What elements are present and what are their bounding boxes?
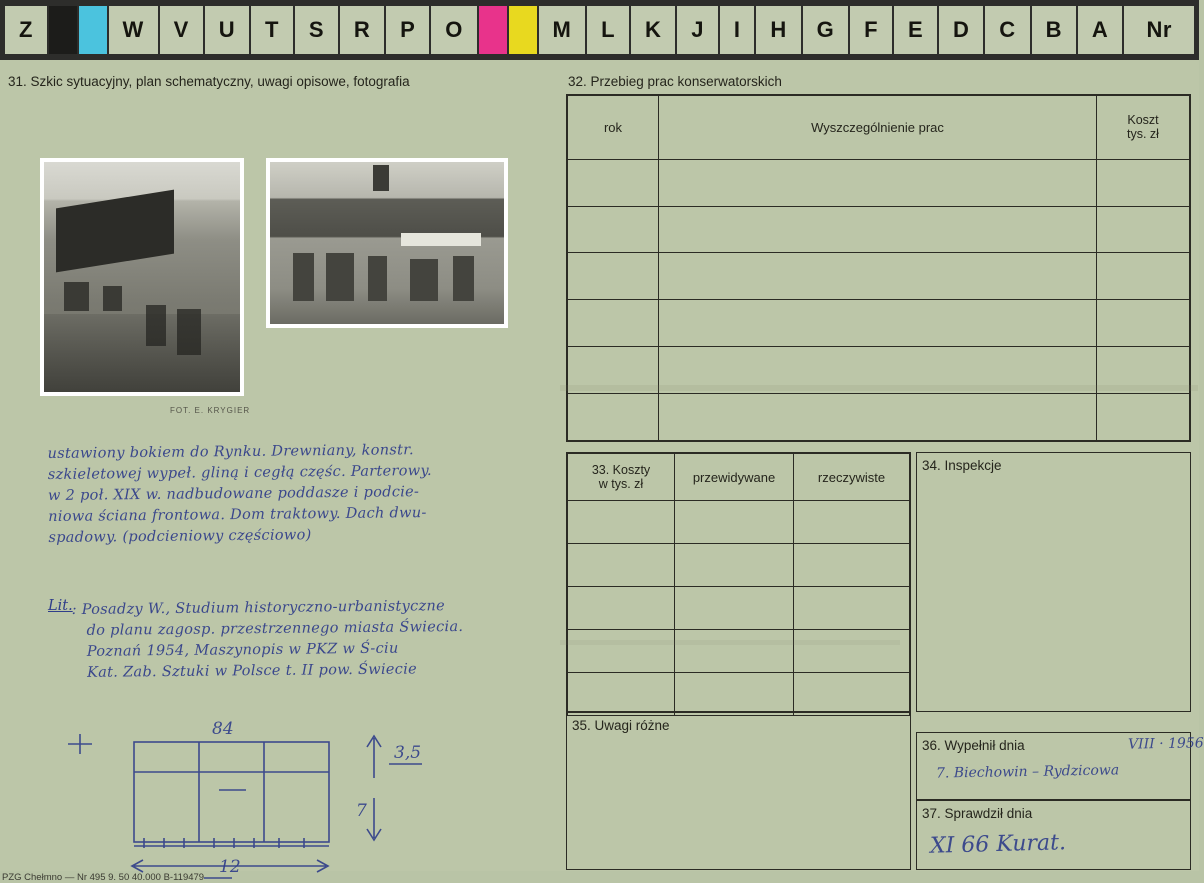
col-header-works: Wyszczególnienie prac: [659, 96, 1097, 160]
table-row[interactable]: [568, 159, 1190, 206]
alpha-cell-m[interactable]: M: [539, 6, 586, 54]
cell-cost-label[interactable]: [568, 544, 675, 587]
alpha-cell-yellow-patch: [509, 6, 537, 54]
section-34-title: 34. Inspekcje: [922, 458, 1002, 473]
table-header-row: [568, 96, 1190, 160]
section-35-remarks[interactable]: [566, 712, 911, 870]
handwritten-literature: : Posadzy W., Studium historyczno-urbanistyczne do planu zagosp. przestrzennego miasta Świecia. Poznań 1954, Maszynopis w PKZ w Ś-ciu Kat. Zab. Sztuki w Polsce t. II pow. Świecie: [71, 598, 464, 682]
alpha-cell-z[interactable]: Z: [5, 6, 47, 54]
cell-cost[interactable]: [1097, 159, 1190, 206]
cell-year[interactable]: [568, 253, 659, 300]
alpha-cell-v[interactable]: V: [160, 6, 203, 54]
section-33-costs-table: [566, 452, 911, 712]
table-row[interactable]: [568, 630, 910, 673]
svg-text:3,5: 3,5: [394, 743, 422, 763]
section-32-works-table: [566, 94, 1191, 442]
section-37-value: XI 66 Kurat.: [929, 830, 1067, 859]
alpha-cell-magenta-patch: [479, 6, 507, 54]
col-header-cost: [1097, 96, 1190, 160]
cell-works[interactable]: [659, 159, 1097, 206]
card-body: [0, 60, 1204, 883]
table-row[interactable]: [568, 253, 1190, 300]
costs-header-predicted: przewidywane: [675, 454, 794, 501]
costs-header-label: [568, 454, 675, 501]
costs-header-row: [568, 454, 910, 501]
section-36-name-value: 7. Biechowin – Rydzicowa: [935, 762, 1120, 782]
section-36-title: 36. Wypełnił dnia: [922, 738, 1025, 753]
alpha-cell-t[interactable]: T: [251, 6, 293, 54]
table-row[interactable]: [568, 206, 1190, 253]
alpha-cell-dark-patch: [49, 6, 77, 54]
cell-year[interactable]: [568, 206, 659, 253]
col-header-cost-line2: tys. zł: [1127, 127, 1159, 142]
alpha-cell-cyan-patch: [79, 6, 107, 54]
svg-text:84: 84: [212, 719, 234, 739]
cell-cost-predicted[interactable]: [675, 544, 794, 587]
table-row[interactable]: [568, 501, 910, 544]
table-row[interactable]: [568, 347, 1190, 394]
handwritten-sketch-plan: [64, 719, 484, 877]
cell-cost-predicted[interactable]: [675, 673, 794, 716]
alpha-cell-g[interactable]: G: [803, 6, 849, 54]
alphabet-index-strip: [0, 0, 1199, 60]
cell-cost-predicted[interactable]: [675, 587, 794, 630]
alpha-cell-i[interactable]: I: [720, 6, 755, 54]
handwritten-description: ustawiony bokiem do Rynku. Drewniany, konstr. szkieletowej wypeł. gliną i cegłą częśc. Parterowy. w 2 poł. XIX w. nadbudowane poddasze i podcie- niowa ściana frontowa. Dom traktowy. Dach dwu- spadowy. (podcieniowy częściowo): [47, 442, 432, 547]
cell-cost-label[interactable]: [568, 501, 675, 544]
alpha-cell-j[interactable]: J: [677, 6, 718, 54]
cell-works[interactable]: [659, 206, 1097, 253]
alpha-cell-u[interactable]: U: [205, 6, 249, 54]
cell-cost-actual[interactable]: [794, 630, 910, 673]
alpha-cell-nr[interactable]: Nr: [1124, 6, 1194, 54]
cell-cost-label[interactable]: [568, 673, 675, 716]
alpha-cell-o[interactable]: O: [431, 6, 477, 54]
cell-cost-actual[interactable]: [794, 544, 910, 587]
section-36-date-value: VIII · 1956: [1127, 735, 1204, 753]
table-row[interactable]: [568, 300, 1190, 347]
cell-cost-predicted[interactable]: [675, 630, 794, 673]
cell-cost-actual[interactable]: [794, 673, 910, 716]
alpha-cell-d[interactable]: D: [939, 6, 983, 54]
table-row[interactable]: [568, 587, 910, 630]
literature-label: Lit.: [48, 598, 73, 614]
alpha-cell-h[interactable]: H: [756, 6, 800, 54]
photograph-1: [40, 158, 244, 396]
cell-year[interactable]: [568, 347, 659, 394]
cell-cost[interactable]: [1097, 253, 1190, 300]
cell-works[interactable]: [659, 347, 1097, 394]
alpha-cell-l[interactable]: L: [587, 6, 629, 54]
alpha-cell-p[interactable]: P: [386, 6, 429, 54]
alpha-cell-b[interactable]: B: [1032, 6, 1076, 54]
section-35-title: 35. Uwagi różne: [572, 718, 670, 733]
printer-imprint: PZG Chełmno — Nr 495 9. 50 40.000 B-119479: [2, 872, 205, 883]
alpha-cell-f[interactable]: F: [850, 6, 892, 54]
cell-year[interactable]: [568, 300, 659, 347]
cell-cost[interactable]: [1097, 300, 1190, 347]
cell-cost-label[interactable]: [568, 587, 675, 630]
table-row[interactable]: [568, 673, 910, 716]
cell-cost-label[interactable]: [568, 630, 675, 673]
costs-table: [567, 453, 910, 716]
cell-cost-actual[interactable]: [794, 587, 910, 630]
cell-cost[interactable]: [1097, 394, 1190, 441]
works-table: [567, 95, 1190, 441]
photograph-2: [266, 158, 508, 328]
left-column: [0, 60, 555, 883]
cell-year[interactable]: [568, 394, 659, 441]
table-row[interactable]: [568, 394, 1190, 441]
alpha-cell-c[interactable]: C: [985, 6, 1029, 54]
alpha-cell-k[interactable]: K: [631, 6, 675, 54]
section-37-title: 37. Sprawdził dnia: [922, 806, 1033, 821]
cell-cost-predicted[interactable]: [675, 501, 794, 544]
alpha-cell-a[interactable]: A: [1078, 6, 1122, 54]
svg-text:7: 7: [356, 801, 367, 821]
alpha-cell-r[interactable]: R: [340, 6, 384, 54]
cell-year[interactable]: [568, 159, 659, 206]
section-33-title: 33. Koszty: [591, 462, 651, 477]
photo-credit-caption: FOT. E. KRYGIER: [170, 406, 251, 415]
alpha-cell-e[interactable]: E: [894, 6, 937, 54]
section-34-inspections[interactable]: [916, 452, 1191, 712]
section-31-title: 31. Szkic sytuacyjny, plan schematyczny, uwagi opisowe, fotografia: [8, 74, 410, 89]
table-row[interactable]: [568, 544, 910, 587]
col-header-cost-line1: Koszt: [1127, 112, 1159, 127]
cell-cost-actual[interactable]: [794, 501, 910, 544]
photograph-1-image: [44, 162, 240, 392]
alpha-cell-w[interactable]: W: [109, 6, 158, 54]
right-column: [558, 60, 1204, 871]
svg-text:12: 12: [219, 857, 241, 877]
cell-cost[interactable]: [1097, 206, 1190, 253]
alpha-cell-s[interactable]: S: [295, 6, 338, 54]
cell-works[interactable]: [659, 394, 1097, 441]
cell-works[interactable]: [659, 253, 1097, 300]
photograph-2-image: [270, 162, 504, 324]
section-32-title: 32. Przebieg prac konserwatorskich: [568, 74, 782, 89]
cell-works[interactable]: [659, 300, 1097, 347]
section-33-subtitle: w tys. zł: [598, 477, 644, 491]
costs-header-actual: rzeczywiste: [794, 454, 910, 501]
col-header-year: rok: [568, 96, 659, 160]
cell-cost[interactable]: [1097, 347, 1190, 394]
